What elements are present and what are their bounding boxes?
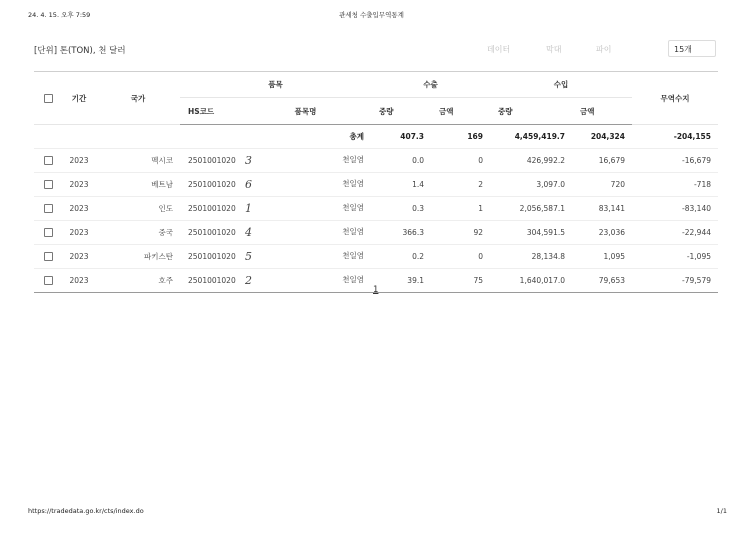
cell-hs-code: 2501001020	[180, 245, 240, 269]
cell-year: 2023	[62, 245, 96, 269]
cell-export-weight: 1.4	[371, 173, 431, 197]
cell-import-amount: 83,141	[572, 197, 632, 221]
cell-balance: -1,095	[632, 245, 718, 269]
cell-item-name: 4 천일염	[240, 221, 371, 245]
cell-export-weight: 39.1	[371, 269, 431, 293]
table-row	[34, 197, 718, 221]
total-export-amount: 169	[431, 125, 490, 149]
col-import-amount: 금액	[572, 98, 632, 125]
cell-hs-code: 2501001020	[180, 173, 240, 197]
cell-export-amount: 92	[431, 221, 490, 245]
footer-page-count: 1/1	[716, 507, 727, 515]
cell-hs-code: 2501001020	[180, 197, 240, 221]
col-balance: 무역수지	[632, 72, 718, 125]
cell-hs-code: 2501001020	[180, 149, 240, 173]
cell-year: 2023	[62, 197, 96, 221]
cell-balance: -83,140	[632, 197, 718, 221]
pagination-page-1[interactable]: 1	[373, 285, 379, 295]
select-all-cell	[34, 72, 62, 125]
footer-url: https://tradedata.go.kr/cts/index.do	[28, 507, 144, 515]
handwritten-mark: 6	[245, 178, 252, 191]
cell-export-amount: 75	[431, 269, 490, 293]
cell-export-weight: 0.0	[371, 149, 431, 173]
table-row	[34, 245, 718, 269]
cell-export-amount: 0	[431, 149, 490, 173]
cell-item-name: 2 천일염	[240, 269, 371, 293]
print-datetime: 24. 4. 15. 오후 7:59	[28, 11, 91, 19]
handwritten-mark: 3	[245, 154, 252, 167]
cell-year: 2023	[62, 269, 96, 293]
cell-import-weight: 2,056,587.1	[490, 197, 572, 221]
row-checkbox[interactable]	[44, 204, 53, 213]
cell-import-amount: 1,095	[572, 245, 632, 269]
cell-country: 파키스탄	[96, 245, 180, 269]
table-row	[34, 173, 718, 197]
cell-item-name: 1 천일염	[240, 197, 371, 221]
cell-country: 베트남	[96, 173, 180, 197]
cell-balance: -22,944	[632, 221, 718, 245]
cell-hs-code: 2501001020	[180, 221, 240, 245]
cell-import-amount: 79,653	[572, 269, 632, 293]
tab-data[interactable]: 데이터	[487, 45, 511, 54]
table-row	[34, 149, 718, 173]
cell-balance: -16,679	[632, 149, 718, 173]
col-export-amount: 금액	[431, 98, 490, 125]
col-period: 기간	[62, 72, 96, 125]
cell-export-weight: 0.3	[371, 197, 431, 221]
total-label: 총계	[240, 125, 371, 149]
table-row	[34, 221, 718, 245]
col-import-weight: 중량	[490, 98, 572, 125]
cell-year: 2023	[62, 173, 96, 197]
col-country: 국가	[96, 72, 180, 125]
tab-pie[interactable]: 파이	[596, 45, 612, 54]
cell-export-weight: 0.2	[371, 245, 431, 269]
tab-bar[interactable]: 막대	[546, 45, 562, 54]
row-checkbox[interactable]	[44, 228, 53, 237]
cell-import-weight: 28,134.8	[490, 245, 572, 269]
col-import: 수입	[490, 72, 632, 98]
col-item-name: 품목명	[240, 98, 371, 125]
cell-hs-code: 2501001020	[180, 269, 240, 293]
cell-import-weight: 426,992.2	[490, 149, 572, 173]
rows-per-page-select[interactable]: 15개	[668, 40, 716, 57]
total-export-weight: 407.3	[371, 125, 431, 149]
select-all-checkbox[interactable]	[44, 94, 53, 103]
cell-item-name: 5 천일염	[240, 245, 371, 269]
row-checkbox[interactable]	[44, 180, 53, 189]
cell-import-weight: 1,640,017.0	[490, 269, 572, 293]
cell-item-name: 6 천일염	[240, 173, 371, 197]
cell-import-amount: 23,036	[572, 221, 632, 245]
cell-country: 인도	[96, 197, 180, 221]
handwritten-mark: 1	[245, 202, 252, 215]
handwritten-mark: 5	[245, 250, 252, 263]
handwritten-mark: 2	[245, 274, 252, 287]
col-hs-code: HS코드	[180, 98, 240, 125]
cell-export-weight: 366.3	[371, 221, 431, 245]
col-export: 수출	[371, 72, 490, 98]
col-export-weight: 중량	[371, 98, 431, 125]
cell-balance: -718	[632, 173, 718, 197]
total-balance: -204,155	[632, 125, 718, 149]
handwritten-mark: 4	[245, 226, 252, 239]
cell-import-amount: 16,679	[572, 149, 632, 173]
page-title: 관세청 수출입무역통계	[339, 11, 404, 19]
row-checkbox[interactable]	[44, 252, 53, 261]
cell-balance: -79,579	[632, 269, 718, 293]
total-import-amount: 204,324	[572, 125, 632, 149]
trade-table	[34, 71, 718, 293]
cell-export-amount: 1	[431, 197, 490, 221]
row-checkbox[interactable]	[44, 276, 53, 285]
total-row	[34, 125, 718, 149]
cell-export-amount: 2	[431, 173, 490, 197]
cell-item-name: 3 천일염	[240, 149, 371, 173]
cell-year: 2023	[62, 149, 96, 173]
col-item: 품목	[180, 72, 371, 98]
row-checkbox[interactable]	[44, 156, 53, 165]
cell-country: 중국	[96, 221, 180, 245]
cell-import-weight: 3,097.0	[490, 173, 572, 197]
cell-import-amount: 720	[572, 173, 632, 197]
cell-country: 멕시코	[96, 149, 180, 173]
unit-label: [단위] 톤(TON), 천 달러	[34, 46, 126, 56]
total-import-weight: 4,459,419.7	[490, 125, 572, 149]
cell-export-amount: 0	[431, 245, 490, 269]
cell-year: 2023	[62, 221, 96, 245]
cell-import-weight: 304,591.5	[490, 221, 572, 245]
cell-country: 호주	[96, 269, 180, 293]
